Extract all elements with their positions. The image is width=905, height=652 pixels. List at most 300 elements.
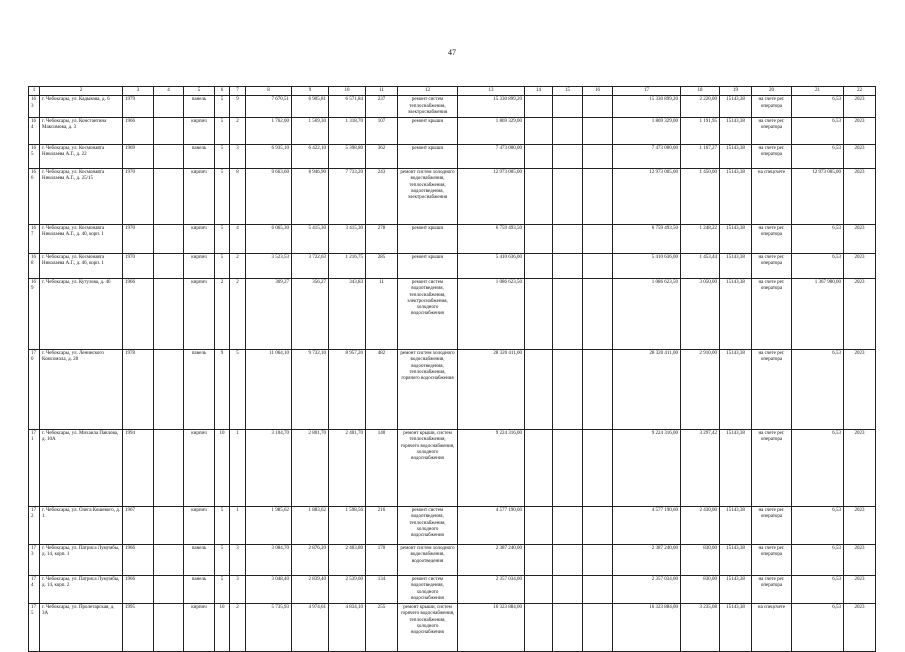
cell-address: г. Чебоксары, ул. Патриса Лумумбы, д. 14, корп. 1 [40,545,123,576]
cell-col-15 [553,576,583,604]
column-number-3: 3 [123,87,154,96]
cell-address: г. Чебоксары, ул. Космонавта Николаева А.Г., д. 22 [40,145,123,169]
cell-total-area: 1 985,62 [246,507,292,545]
cell-unit-cost: 1 450,00 [681,169,720,225]
cell-entrances: 2 [230,604,246,652]
table-row [29,145,876,169]
cell-col-14 [525,576,553,604]
column-number-6: 6 [215,87,230,96]
cell-floors: 10 [215,430,230,507]
cell-fund-amount: 16 323 884,00 [613,604,681,652]
cell-col-21: 6,53 [792,507,844,545]
cell-year-built: 1995 [123,604,154,652]
cell-entrances: 3 [230,145,246,169]
cell-col-14 [525,145,553,169]
column-number-15: 15 [553,87,583,96]
cell-total-cost: 1 869 329,00 [458,118,525,145]
cell-col-15 [553,254,583,279]
cell-year-built: 1994 [123,430,154,507]
cell-col-14 [525,118,553,145]
cell-col-16 [583,545,613,576]
cell-max-unit-cost: 15143,38 [720,545,752,576]
cell-row-number: 173 [29,545,40,576]
cell-fund-method: на счете рег. оператора [752,225,792,254]
cell-area-residential: 2 801,70 [292,430,329,507]
cell-fund-amount: 1 086 623,50 [613,279,681,350]
cell-address: г. Чебоксары, ул. Космонавта Николаева А.Г., д. 46, корп. 1 [40,254,123,279]
cell-repair-works: ремонт систем водоотведения, теплоснабжения, электроснабжения, холодного водоснабжения [398,279,458,350]
cell-address: г. Чебоксары, ул. Космонавта Николаева А.Г., д. 25/15 [40,169,123,225]
cell-col-4 [154,118,184,145]
cell-col-15 [553,118,583,145]
cell-floors: 5 [215,254,230,279]
cell-area-living: 1 318,70 [329,118,366,145]
table-row [29,169,876,225]
cell-max-unit-cost: 15143,38 [720,279,752,350]
cell-year-planned: 2023 [844,507,876,545]
cell-address: г. Чебоксары, ул. Патриса Лумумбы, д. 14, корп. 2 [40,576,123,604]
cell-area-residential: 356,27 [292,279,329,350]
cell-row-number: 171 [29,430,40,507]
cell-fund-amount: 7 473 000,00 [613,145,681,169]
cell-address: г. Чебоксары, ул. Космонавта Николаева А.Г., д. 40, корп. 1 [40,225,123,254]
cell-col-15 [553,145,583,169]
cell-max-unit-cost: 15143,38 [720,169,752,225]
cell-col-14 [525,350,553,430]
cell-max-unit-cost: 15143,38 [720,145,752,169]
table-row [29,430,876,507]
cell-floors: 10 [215,604,230,652]
cell-unit-cost: 830,00 [681,545,720,576]
cell-wall-material: панель [184,145,215,169]
cell-floors: 9 [215,350,230,430]
cell-address: г. Чебоксары, ул. Кутузова, д. 46 [40,279,123,350]
cell-wall-material: панель [184,545,215,576]
cell-floors: 2 [215,279,230,350]
cell-wall-material: кирпич [184,430,215,507]
cell-unit-cost: 2 430,00 [681,507,720,545]
cell-year-built: 1970 [123,254,154,279]
column-number-12: 12 [398,87,458,96]
cell-fund-method: на счете рег. оператора [752,430,792,507]
cell-year-planned: 2023 [844,350,876,430]
table-row [29,254,876,279]
cell-entrances: 1 [230,507,246,545]
cell-residents: 134 [366,576,398,604]
cell-floors: 5 [215,118,230,145]
cell-total-area: 9 663,60 [246,169,292,225]
cell-unit-cost: 2 220,00 [681,96,720,118]
cell-total-area: 5 735,93 [246,604,292,652]
cell-wall-material: кирпич [184,507,215,545]
column-number-7: 7 [230,87,246,96]
cell-row-number: 170 [29,350,40,430]
cell-fund-method: на спецсчете [752,169,792,225]
cell-entrances: 5 [230,350,246,430]
cell-row-number: 163 [29,96,40,118]
cell-fund-amount: 28 320 411,00 [613,350,681,430]
cell-area-residential: 6 422,10 [292,145,329,169]
cell-row-number: 165 [29,145,40,169]
cell-area-living: 1 216,75 [329,254,366,279]
cell-col-14 [525,96,553,118]
cell-col-21: 6,53 [792,254,844,279]
cell-col-15 [553,169,583,225]
cell-year-built: 1969 [123,145,154,169]
cell-year-planned: 2023 [844,96,876,118]
cell-row-number: 169 [29,279,40,350]
cell-residents: 243 [366,169,398,225]
cell-entrances: 8 [230,169,246,225]
cell-max-unit-cost: 15143,38 [720,225,752,254]
cell-max-unit-cost: 15143,38 [720,96,752,118]
cell-col-16 [583,169,613,225]
cell-year-planned: 2023 [844,604,876,652]
cell-col-16 [583,145,613,169]
cell-col-14 [525,169,553,225]
table-row [29,576,876,604]
cell-floors: 5 [215,576,230,604]
cell-total-area: 3 523,53 [246,254,292,279]
cell-col-15 [553,225,583,254]
cell-total-area: 3 104,70 [246,430,292,507]
cell-floors: 5 [215,145,230,169]
cell-year-built: 1970 [123,225,154,254]
cell-col-4 [154,254,184,279]
cell-fund-method: на счете рег. оператора [752,279,792,350]
column-number-8: 8 [246,87,292,96]
cell-col-16 [583,576,613,604]
cell-entrances: 2 [230,279,246,350]
cell-total-area: 3 084,70 [246,545,292,576]
cell-col-21: 6,53 [792,225,844,254]
cell-area-residential: 9 732,10 [292,350,329,430]
table-row [29,350,876,430]
cell-total-area: 7 670,51 [246,96,292,118]
cell-residents: 237 [366,96,398,118]
column-number-1: 1 [29,87,40,96]
cell-unit-cost: 1 191,95 [681,118,720,145]
cell-floors: 5 [215,507,230,545]
cell-floors: 5 [215,545,230,576]
cell-residents: 107 [366,118,398,145]
cell-unit-cost: 2 910,00 [681,350,720,430]
cell-address: г. Чебоксары, ул. Кадыкова, д. 6 [40,96,123,118]
cell-col-16 [583,350,613,430]
cell-wall-material: панель [184,350,215,430]
cell-area-residential: 8 946,90 [292,169,329,225]
cell-residents: 362 [366,145,398,169]
column-number-5: 5 [184,87,215,96]
column-number-20: 20 [752,87,792,96]
cell-year-planned: 2023 [844,430,876,507]
cell-area-residential: 2 876,20 [292,545,329,576]
cell-col-15 [553,279,583,350]
cell-repair-works: ремонт систем холодного водоснабжения, теплоснабжения, водоотведения, электроснабжения [398,169,458,225]
column-number-4: 4 [154,87,184,96]
cell-residents: 216 [366,507,398,545]
cell-repair-works: ремонт крыши [398,254,458,279]
cell-col-16 [583,225,613,254]
cell-repair-works: ремонт систем водоотведения, холодного водоснабжения [398,576,458,604]
cell-repair-works: ремонт крыши, систем теплоснабжения, горячего водоснабжения, холодного водоснабжения [398,430,458,507]
cell-col-16 [583,279,613,350]
cell-total-area: 6 935,10 [246,145,292,169]
cell-fund-amount: 2 357 034,00 [613,576,681,604]
cell-col-15 [553,545,583,576]
cell-area-living: 3 415,30 [329,225,366,254]
cell-col-15 [553,430,583,507]
cell-fund-amount: 2 387 240,00 [613,545,681,576]
cell-floors: 5 [215,169,230,225]
cell-entrances: 2 [230,254,246,279]
cell-wall-material: кирпич [184,254,215,279]
cell-area-living: 2 539,60 [329,576,366,604]
cell-col-4 [154,604,184,652]
cell-wall-material: кирпич [184,279,215,350]
cell-fund-amount: 12 973 005,00 [613,169,681,225]
cell-residents: 285 [366,254,398,279]
cell-floors: 5 [215,96,230,118]
cell-area-living: 4 834,10 [329,604,366,652]
cell-total-cost: 5 410 636,00 [458,254,525,279]
cell-entrances: 1 [230,430,246,507]
cell-unit-cost: 1 453,44 [681,254,720,279]
cell-repair-works: ремонт систем водоотведения, теплоснабжения, холодного водоснабжения [398,507,458,545]
table-row [29,225,876,254]
cell-col-15 [553,507,583,545]
cell-area-living: 8 957,20 [329,350,366,430]
cell-max-unit-cost: 15143,38 [720,350,752,430]
cell-col-21: 1 367 900,00 [792,279,844,350]
cell-col-15 [553,350,583,430]
cell-residents: 170 [366,545,398,576]
cell-max-unit-cost: 15143,38 [720,118,752,145]
cell-col-21: 6,53 [792,350,844,430]
cell-row-number: 175 [29,604,40,652]
table-row [29,545,876,576]
table-row [29,279,876,350]
cell-col-4 [154,545,184,576]
cell-area-living: 1 598,56 [329,507,366,545]
cell-year-planned: 2023 [844,576,876,604]
cell-residents: 482 [366,350,398,430]
cell-total-area: 1 762,00 [246,118,292,145]
cell-col-14 [525,545,553,576]
cell-col-4 [154,145,184,169]
cell-unit-cost: 3 235,08 [681,604,720,652]
cell-repair-works: ремонт крыши [398,118,458,145]
column-number-18: 18 [681,87,720,96]
cell-residents: 11 [366,279,398,350]
cell-col-16 [583,118,613,145]
cell-area-residential: 6 905,81 [292,96,329,118]
cell-col-21: 6,53 [792,118,844,145]
cell-fund-amount: 5 410 636,00 [613,254,681,279]
table-row [29,96,876,118]
cell-repair-works: ремонт крыши, систем горячего водоснабжения, теплоснабжения, холодного водоснабжения [398,604,458,652]
column-number-10: 10 [329,87,366,96]
cell-unit-cost: 1 248,22 [681,225,720,254]
cell-area-residential: 1 883,62 [292,507,329,545]
cell-repair-works: ремонт систем холодного водоснабжения, водоотведения [398,545,458,576]
cell-address: г. Чебоксары, ул. Пролетарская, д. 3А [40,604,123,652]
cell-col-15 [553,604,583,652]
cell-total-area: 369,27 [246,279,292,350]
cell-unit-cost: 3 297,42 [681,430,720,507]
cell-fund-method: на спецсчете [752,604,792,652]
cell-fund-method: на счете рег. оператора [752,145,792,169]
cell-total-cost: 7 473 000,00 [458,145,525,169]
cell-entrances: 3 [230,545,246,576]
cell-address: г. Чебоксары, ул. Константина Максимова, д. 3 [40,118,123,145]
cell-fund-amount: 6 759 493,50 [613,225,681,254]
cell-col-15 [553,96,583,118]
cell-total-cost: 28 320 411,00 [458,350,525,430]
cell-total-cost: 15 330 899,20 [458,96,525,118]
cell-wall-material: кирпич [184,118,215,145]
cell-address: г. Чебоксары, ул. Михаила Павлова, д. 10А [40,430,123,507]
column-number-2: 2 [40,87,123,96]
cell-residents: 140 [366,430,398,507]
cell-col-21: 6,53 [792,545,844,576]
cell-col-16 [583,254,613,279]
cell-residents: 278 [366,225,398,254]
cell-col-21: 6,53 [792,576,844,604]
cell-repair-works: ремонт крыши [398,145,458,169]
table-row [29,604,876,652]
cell-year-built: 1978 [123,350,154,430]
cell-total-area: 6 065,30 [246,225,292,254]
cell-col-21: 6,53 [792,430,844,507]
cell-area-residential: 2 839,40 [292,576,329,604]
cell-repair-works: ремонт систем холодного водоснабжения, водоотведения, теплоснабжения, горячего водоснабжения [398,350,458,430]
cell-area-living: 2 403,80 [329,545,366,576]
cell-total-cost: 16 323 884,00 [458,604,525,652]
column-number-22: 22 [844,87,876,96]
cell-area-residential: 4 974,61 [292,604,329,652]
cell-fund-amount: 1 869 329,00 [613,118,681,145]
cell-entrances: 9 [230,96,246,118]
cell-total-cost: 1 086 623,50 [458,279,525,350]
cell-residents: 255 [366,604,398,652]
cell-col-4 [154,169,184,225]
cell-total-cost: 4 577 190,60 [458,507,525,545]
cell-total-area: 3 048,40 [246,576,292,604]
cell-total-cost: 2 387 240,00 [458,545,525,576]
cell-row-number: 166 [29,169,40,225]
cell-year-built: 1966 [123,545,154,576]
cell-col-14 [525,430,553,507]
cell-fund-method: на счете рег. оператора [752,576,792,604]
cell-year-planned: 2023 [844,279,876,350]
cell-address: г. Чебоксары, ул. Олега Кошевого, д. 1 [40,507,123,545]
capital-repair-table [28,86,876,652]
cell-fund-method: на счете рег. оператора [752,96,792,118]
cell-fund-amount: 4 577 190,60 [613,507,681,545]
cell-fund-method: на счете рег. оператора [752,118,792,145]
table-body [29,96,876,652]
cell-year-built: 1979 [123,96,154,118]
cell-wall-material: кирпич [184,169,215,225]
cell-fund-method: на счете рег. оператора [752,350,792,430]
cell-col-4 [154,430,184,507]
cell-year-built: 1967 [123,507,154,545]
column-number-17: 17 [613,87,681,96]
cell-max-unit-cost: 15143,38 [720,507,752,545]
cell-year-planned: 2023 [844,118,876,145]
column-number-19: 19 [720,87,752,96]
cell-total-cost: 6 759 493,50 [458,225,525,254]
cell-max-unit-cost: 15143,38 [720,576,752,604]
cell-col-21: 6,53 [792,96,844,118]
cell-year-planned: 2023 [844,545,876,576]
cell-col-14 [525,225,553,254]
cell-year-built: 1966 [123,279,154,350]
cell-row-number: 174 [29,576,40,604]
cell-fund-amount: 15 330 899,20 [613,96,681,118]
cell-unit-cost: 830,00 [681,576,720,604]
cell-year-planned: 2023 [844,145,876,169]
cell-repair-works: ремонт систем теплоснабжения, электроснабжения [398,96,458,118]
cell-col-14 [525,254,553,279]
cell-area-residential: 5 415,30 [292,225,329,254]
cell-year-planned: 2023 [844,254,876,279]
cell-col-16 [583,96,613,118]
cell-col-21: 12 973 005,00 [792,169,844,225]
column-number-21: 21 [792,87,844,96]
cell-total-area: 11 064,10 [246,350,292,430]
cell-entrances: 3 [230,576,246,604]
cell-fund-amount: 9 224 316,00 [613,430,681,507]
cell-col-16 [583,507,613,545]
cell-col-4 [154,225,184,254]
cell-row-number: 168 [29,254,40,279]
cell-fund-method: на счете рег. оператора [752,545,792,576]
cell-year-built: 1966 [123,118,154,145]
cell-max-unit-cost: 15143,38 [720,604,752,652]
column-number-13: 13 [458,87,525,96]
cell-col-16 [583,604,613,652]
cell-col-4 [154,279,184,350]
cell-wall-material: панель [184,96,215,118]
cell-row-number: 164 [29,118,40,145]
cell-wall-material: кирпич [184,225,215,254]
cell-floors: 5 [215,225,230,254]
cell-col-21: 6,53 [792,604,844,652]
cell-year-planned: 2023 [844,169,876,225]
table-row [29,118,876,145]
cell-row-number: 172 [29,507,40,545]
cell-col-14 [525,279,553,350]
page-number: 47 [448,48,456,57]
cell-col-21: 6,53 [792,145,844,169]
cell-area-living: 2 401,70 [329,430,366,507]
cell-total-cost: 2 357 034,00 [458,576,525,604]
cell-fund-method: на счете рег. оператора [752,254,792,279]
cell-area-living: 343,83 [329,279,366,350]
cell-fund-method: на счете рег. оператора [752,507,792,545]
cell-year-built: 1966 [123,576,154,604]
column-number-16: 16 [583,87,613,96]
cell-row-number: 167 [29,225,40,254]
cell-total-cost: 12 973 005,00 [458,169,525,225]
cell-unit-cost: 1 167,27 [681,145,720,169]
cell-col-4 [154,350,184,430]
cell-address: г. Чебоксары, ул. Ленинского Комсомола, д. 28 [40,350,123,430]
cell-area-residential: 3 722,63 [292,254,329,279]
cell-max-unit-cost: 15143,38 [720,430,752,507]
